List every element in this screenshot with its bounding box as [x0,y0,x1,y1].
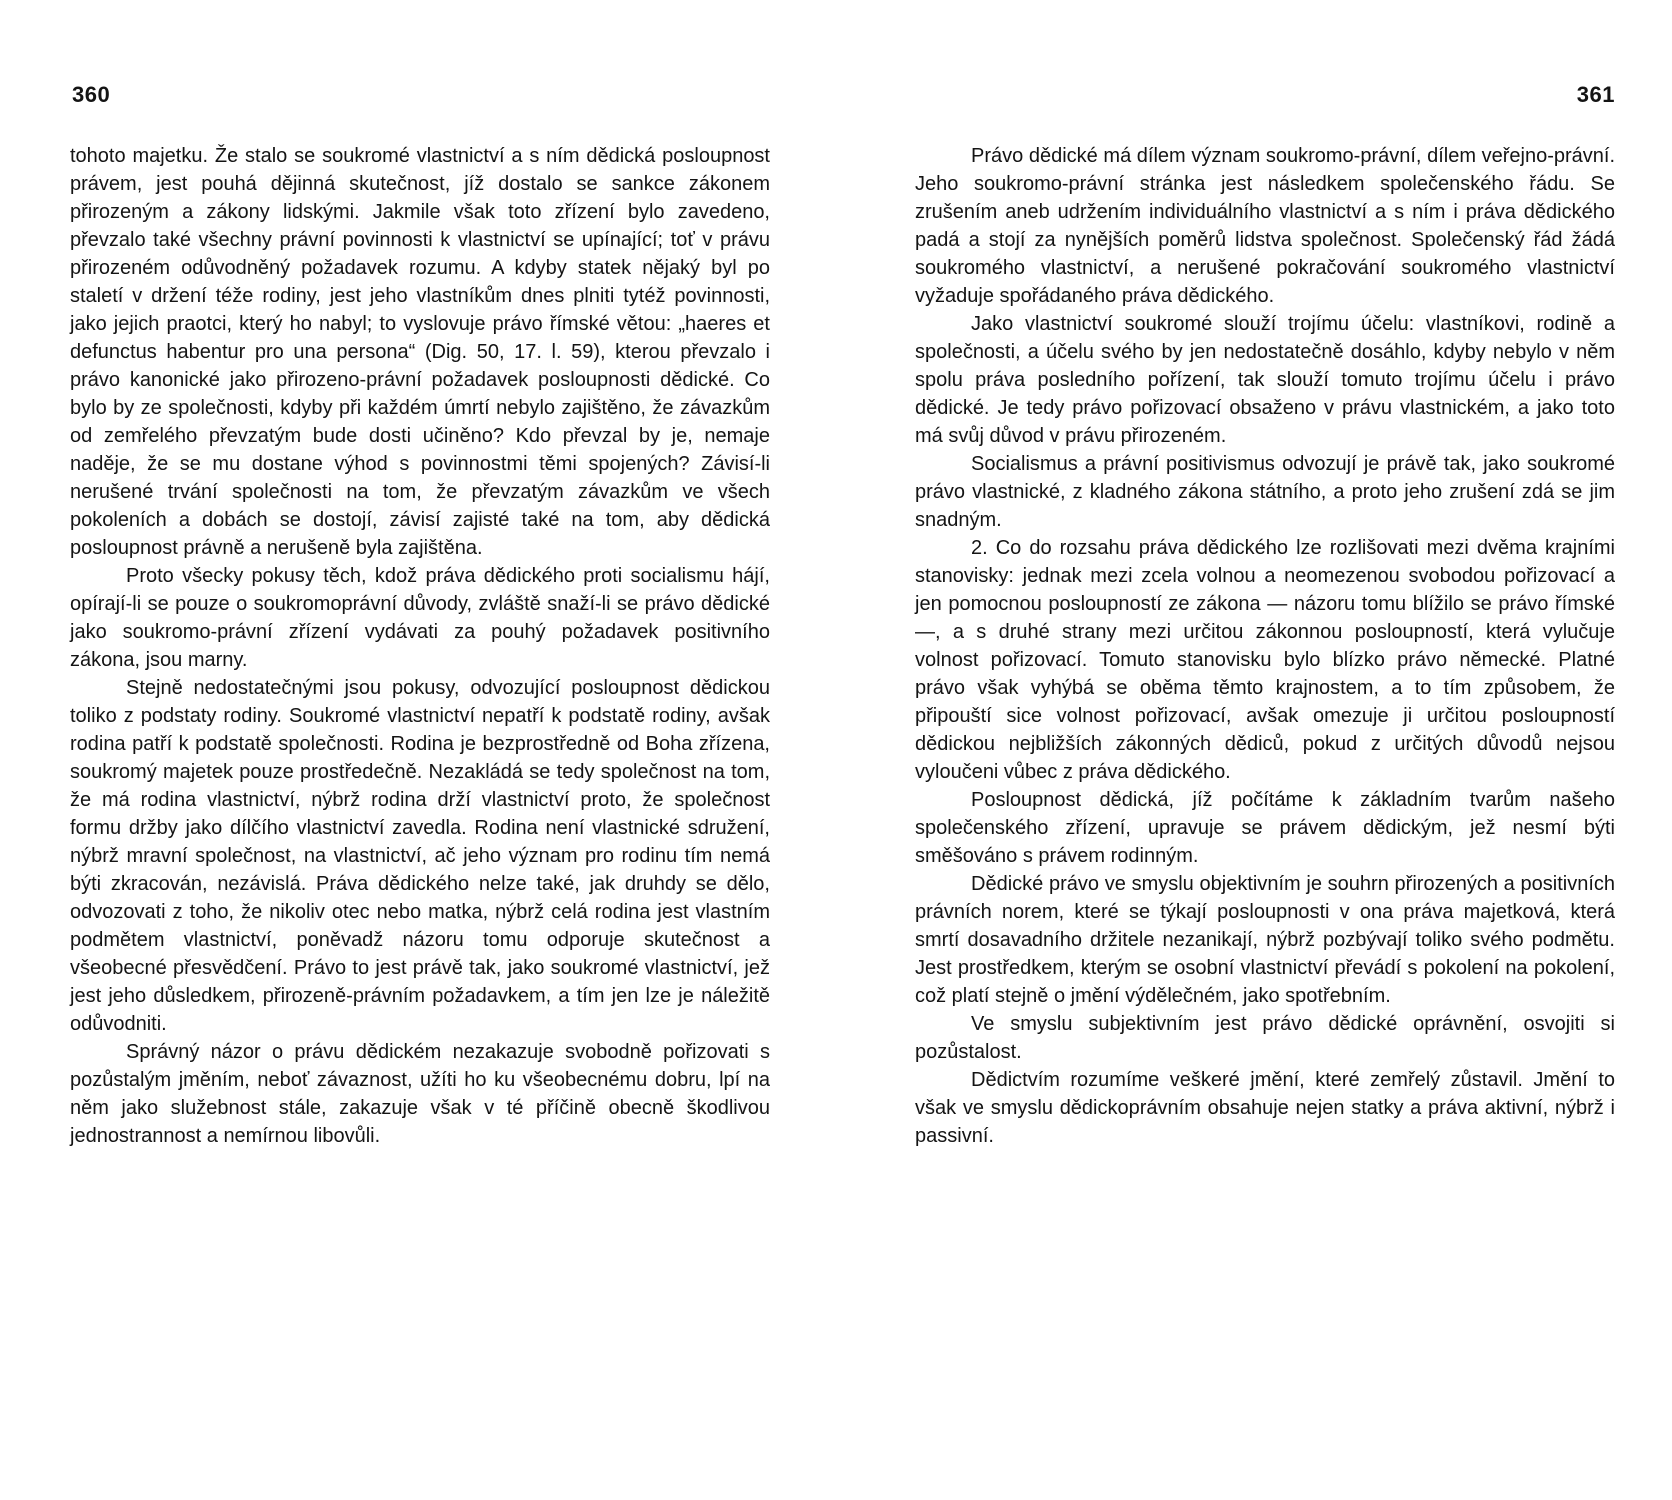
paragraph: Správný názor o právu dědickém nezakazuje svobodně pořizovati s pozůstalým jměním, neboť závaznost, užíti ho ku všeobecnému dobru, lpí na něm jako služebnost stále, zakazuje však v té příčině obecně škodlivou jednostrannost a nemírnou libovůli. [70,1041,770,1147]
paragraph: Dědické právo ve smyslu objektivním je souhrn přirozených a positivních právních norem, které se týkají posloupnosti v ona práva majetková, která smrtí dosavadního držitele nezanikají, nýbrž pozbývají toliko svého podmětu. Jest prostředkem, kterým se osobní vlastnictví převádí s pokolení na pokolení, což platí stejně o jmění výdělečném, jako spotřebním. [915,873,1615,1007]
paragraph: Stejně nedostatečnými jsou pokusy, odvozující posloupnost dědickou toliko z podstaty rodiny. Soukromé vlastnictví nepatří k podstatě rodiny, avšak rodina patří k podstatě společnosti. Rodina je bezprostředně od Boha zřízena, soukromý majetek pouze prostředečně. Nezakládá se tedy společnost na tom, že má rodina vlastnictví, nýbrž rodina drží vlastnictví proto, že společnost formu držby jako dílčího vlastnictví zavedla. Rodina není vlastnické sdružení, nýbrž mravní společnost, na vlastnictví, ač jeho význam pro rodinu tím nemá býti zkracován, nezávislá. Práva dědického nelze také, jak druhdy se dělo, odvozovati z toho, že nikoliv otec nebo matka, nýbrž celá rodina jest vlastním podmětem vlastnictví, poněvadž názoru tomu odporuje skutečnost a všeobecné přesvědčení. Právo to jest právě tak, jako soukromé vlastnictví, jež jest jeho důsledkem, přirozeně-právním požadavkem, a tím jen lze je náležitě odůvodniti. [70,677,770,1035]
paragraph: Ve smyslu subjektivním jest právo dědické oprávnění, osvojiti si pozůstalost. [915,1013,1615,1063]
paragraph: Proto všecky pokusy těch, kdož práva dědického proti socialismu hájí, opírají-li se pouze o soukromoprávní důvody, zvláště snaží-li se právo dědické jako soukromo-právní zřízení vydávati za pouhý požadavek positivního zákona, jsou marny. [70,565,770,671]
right-page [915,0,1615,1500]
paragraph: Socialismus a právní positivismus odvozují je právě tak, jako soukromé právo vlastnické, z kladného zákona státního, a proto jeho zrušení zdá se jim snadným. [915,453,1615,531]
page-number-right: 361 [1576,82,1615,107]
left-page [70,0,770,1500]
right-page-text [915,142,1615,1150]
page-number-left: 360 [72,82,111,107]
paragraph: tohoto majetku. Že stalo se soukromé vlastnictví a s ním dědická posloupnost právem, jest pouhá dějinná skutečnost, jíž dostalo se sankce zákonem přirozeným a zákony lidskými. Jakmile však toto zřízení bylo zavedeno, převzalo také všechny právní povinnosti k vlastnictví se upínající; toť v právu přirozeném odůvodněný požadavek rozumu. A kdyby statek nějaký byl po staletí v držení téže rodiny, jest jeho vlastníkům dnes plniti tytéž povinnosti, jako jejich praotci, který ho nabyl; to vyslovuje právo římské větou: „haeres et defunctus habentur pro una persona“ (Dig. 50, 17. l. 59), kterou převzalo i právo kanonické jako přirozeno-právní požadavek posloupnosti dědické. Co bylo by ze společnosti, kdyby při každém úmrtí nebylo zajištěno, že závazkům od zemřelého převzatým bude dosti učiněno? Kdo převzal by je, nemaje naděje, že se mu dostane výhod s povinnostmi těmi spojených? Závisí-li nerušené trvání společnosti na tom, že převzatým závazkům ve všech pokoleních a dobách se dostojí, závisí zajisté také na tom, aby dědická posloupnost právně a nerušeně byla zajištěna. [70,145,770,559]
paragraph: Dědictvím rozumíme veškeré jmění, které zemřelý zůstavil. Jmění to však ve smyslu dědickoprávním obsahuje nejen statky a práva aktivní, nýbrž i passivní. [915,1069,1615,1147]
paragraph: Jako vlastnictví soukromé slouží trojímu účelu: vlastníkovi, rodině a společnosti, a účelu svého by jen nedostatečně dosáhlo, kdyby nebylo v něm spolu práva posledního pořízení, tak slouží tomuto trojímu účelu i právo dědické. Je tedy právo pořizovací obsaženo v právu vlastnickém, a jako toto má svůj důvod v právu přirozeném. [915,313,1615,447]
left-page-text [70,142,770,1150]
paragraph: 2. Co do rozsahu práva dědického lze rozlišovati mezi dvěma krajními stanovisky: jednak mezi zcela volnou a neomezenou svobodou pořizovací a jen pomocnou posloupností ze zákona — názoru tomu blížilo se právo římské —, a s druhé strany mezi určitou zákonnou posloupností, která vylučuje volnost pořizovací. Tomuto stanovisku bylo blízko právo německé. Platné právo však vyhýbá se oběma těmto krajnostem, a to tím způsobem, že připouští sice volnost pořizovací, avšak omezuje ji určitou posloupností dědickou nejbližších zákonných dědiců, pokud z určitých důvodů nejsou vyloučeni vůbec z práva dědického. [915,537,1615,783]
paragraph: Právo dědické má dílem význam soukromo-právní, dílem veřejno-právní. Jeho soukromo-právní stránka jest následkem společenského řádu. Se zrušením aneb udržením individuálního vlastnictví a s ním i práva dědického padá a stojí za nynějších poměrů lidstva společnost. Společenský řád žádá soukromého vlastnictví, a nerušené pokračování soukromého vlastnictví vyžaduje spořádaného práva dědického. [915,145,1615,307]
paragraph: Posloupnost dědická, jíž počítáme k základním tvarům našeho společenského zřízení, upravuje se právem dědickým, jež nesmí býti směšováno s právem rodinným. [915,789,1615,867]
